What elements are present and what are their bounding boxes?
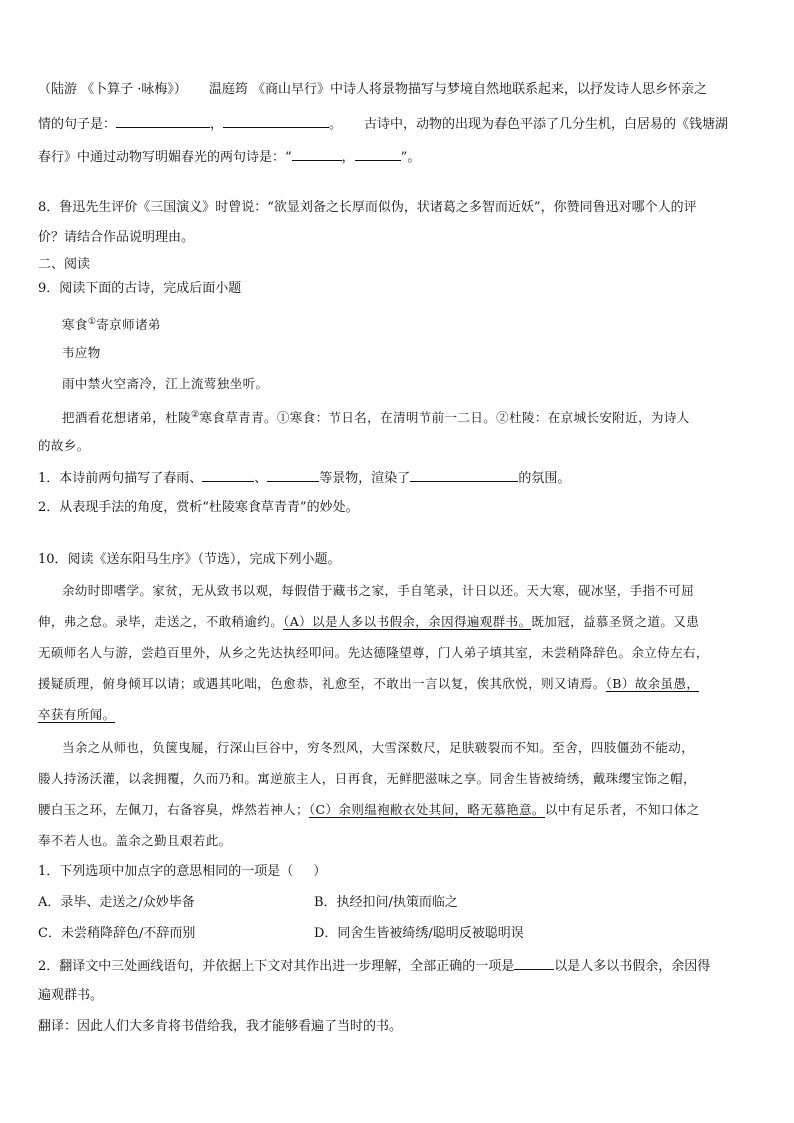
option-a[interactable]: A．录毕、走送之/众妙毕备 xyxy=(38,895,195,910)
answer-blank[interactable] xyxy=(267,467,319,482)
answer-blank[interactable] xyxy=(116,113,210,128)
q7-prompt-2: 古诗中，动物的出现为春色平添了几分生机，白居易的《钱塘湖 xyxy=(364,117,729,132)
translation: 翻译：因此人们大多肯将书借给我，我才能够看遍了当时的书。 xyxy=(38,1019,403,1034)
q9-title: 9．阅读下面的古诗，完成后面小题 xyxy=(38,281,242,296)
passage-line: 援疑质理，俯身倾耳以请；或遇其叱咄，色愈恭，礼愈至，不敢出一言以复，俟其欣悦，则又请焉。（B）故余虽愚， xyxy=(38,676,700,691)
q7-line-3: 春行》中通过动物写明媚春光的两句诗是：“ ， ”。 xyxy=(38,146,762,168)
q10-subquestion-1: 1．下列选项中加点字的意思相同的一项是（ ） xyxy=(38,864,327,879)
answer-blank[interactable] xyxy=(202,467,254,482)
poem-title: 寒食①寄京师诸弟 xyxy=(62,317,161,333)
passage-line: 媵人持汤沃灌，以衾拥覆，久而乃和。寓逆旅主人，日再食，无鲜肥滋味之享。同舍生皆被绮绣，戴珠缨宝饰之帽， xyxy=(38,771,696,786)
passage-line: 余幼时即嗜学。家贫，无从致书以观，每假借于藏书之家，手自笔录，计日以还。天大寒，砚冰坚，手指不可屈 xyxy=(62,583,695,598)
underlined-sentence-b-end: 卒获有所闻。 xyxy=(38,707,116,722)
q8-line-2: 价？请结合作品说明理由。 xyxy=(38,230,195,245)
option-d[interactable]: D．同舍生皆被绮绣/聪明反被聪明误 xyxy=(314,926,524,941)
q8-line-1: 8．鲁迅先生评价《三国演义》时曾说：“欲显刘备之长厚而似伪，状诸葛之多智而近妖”，你赞同鲁迅对哪个人的评 xyxy=(38,200,697,215)
option-c[interactable]: C．未尝稍降辞色/不辞而别 xyxy=(38,926,196,941)
passage-line: 奉不若人也。盖余之勤且艰若此。 xyxy=(38,833,232,848)
q7-line-1 xyxy=(38,80,762,100)
underlined-sentence-a: （A）以是人多以书假余，余因得遍观群书。 xyxy=(283,614,532,629)
answer-blank[interactable] xyxy=(514,955,554,970)
poem-line-2: 把酒看花想诸弟，杜陵②寒食草青青。①寒食：节日名，在清明节前一二日。②杜陵：在京城长安附近，为诗人 xyxy=(62,410,690,426)
q9-subquestion-2: 2．从表现手法的角度，赏析“杜陵寒食草青青”的妙处。 xyxy=(38,500,359,515)
answer-blank[interactable] xyxy=(223,113,329,128)
poem-note-continued: 的故乡。 xyxy=(38,438,90,453)
answer-blank[interactable] xyxy=(410,467,518,482)
options-row-1 xyxy=(38,893,762,913)
poem-author: 韦应物 xyxy=(62,345,101,360)
option-b[interactable]: B．执经扣问/执策而临之 xyxy=(314,895,458,910)
passage-line xyxy=(38,705,762,725)
passage-line: 腰白玉之环，左佩刀，右备容臭，烨然若神人；（C）余则缊袍敝衣处其间，略无慕艳意。以中有足乐者，不知口体之 xyxy=(38,802,700,817)
q10-subquestion-2: 2．翻译文中三处画线语句，并依据上下文对其作出进一步理解，全部正确的一项是 以是人多以书假余，余因得 xyxy=(38,955,762,977)
q10-subquestion-2-cont: 遍观群书。 xyxy=(38,988,104,1003)
answer-blank[interactable] xyxy=(355,146,401,161)
section-heading: 二、阅读 xyxy=(38,257,91,272)
q7-citation: （陆游 《卜算子 ·咏梅》） xyxy=(38,82,187,97)
options-row-2 xyxy=(38,924,762,944)
poem-line-1: 雨中禁火空斋冷，江上流莺独坐听。 xyxy=(62,376,269,391)
q7-prompt-1: 温庭筠 《商山早行》中诗人将景物描写与梦境自然地联系起来，以抒发诗人思乡怀亲之 xyxy=(208,82,708,97)
passage-line: 无硕师名人与游，尝趋百里外，从乡之先达执经叩问。先达德隆望尊，门人弟子填其室，未尝稍降辞色。余立侍左右， xyxy=(38,645,709,660)
answer-blank[interactable] xyxy=(292,146,342,161)
q10-title: 10．阅读《送东阳马生序》（节选），完成下列小题。 xyxy=(38,552,341,567)
q9-subquestion-1: 1．本诗前两句描写了春雨、 、 等景物，渲染了 的氛围。 xyxy=(38,467,762,489)
underlined-sentence-b: （B）故余虽愚， xyxy=(605,676,700,691)
passage-line: 当余之从师也，负箧曳屣，行深山巨谷中，穷冬烈风，大雪深数尺，足肤皲裂而不知。至舍，四肢僵劲不能动， xyxy=(62,740,695,755)
underlined-sentence-c: （C）余则缊袍敝衣处其间，略无慕艳意。 xyxy=(308,802,545,817)
q7-line-2: 情的句子是： ， 。 古诗中，动物的出现为春色平添了几分生机，白居易的《钱塘湖 xyxy=(38,113,762,135)
passage-line: 伸，弗之怠。录毕，走送之，不敢稍逾约。（A）以是人多以书假余，余因得遍观群书。既加冠，益慕圣贤之道。又患 xyxy=(38,614,700,629)
